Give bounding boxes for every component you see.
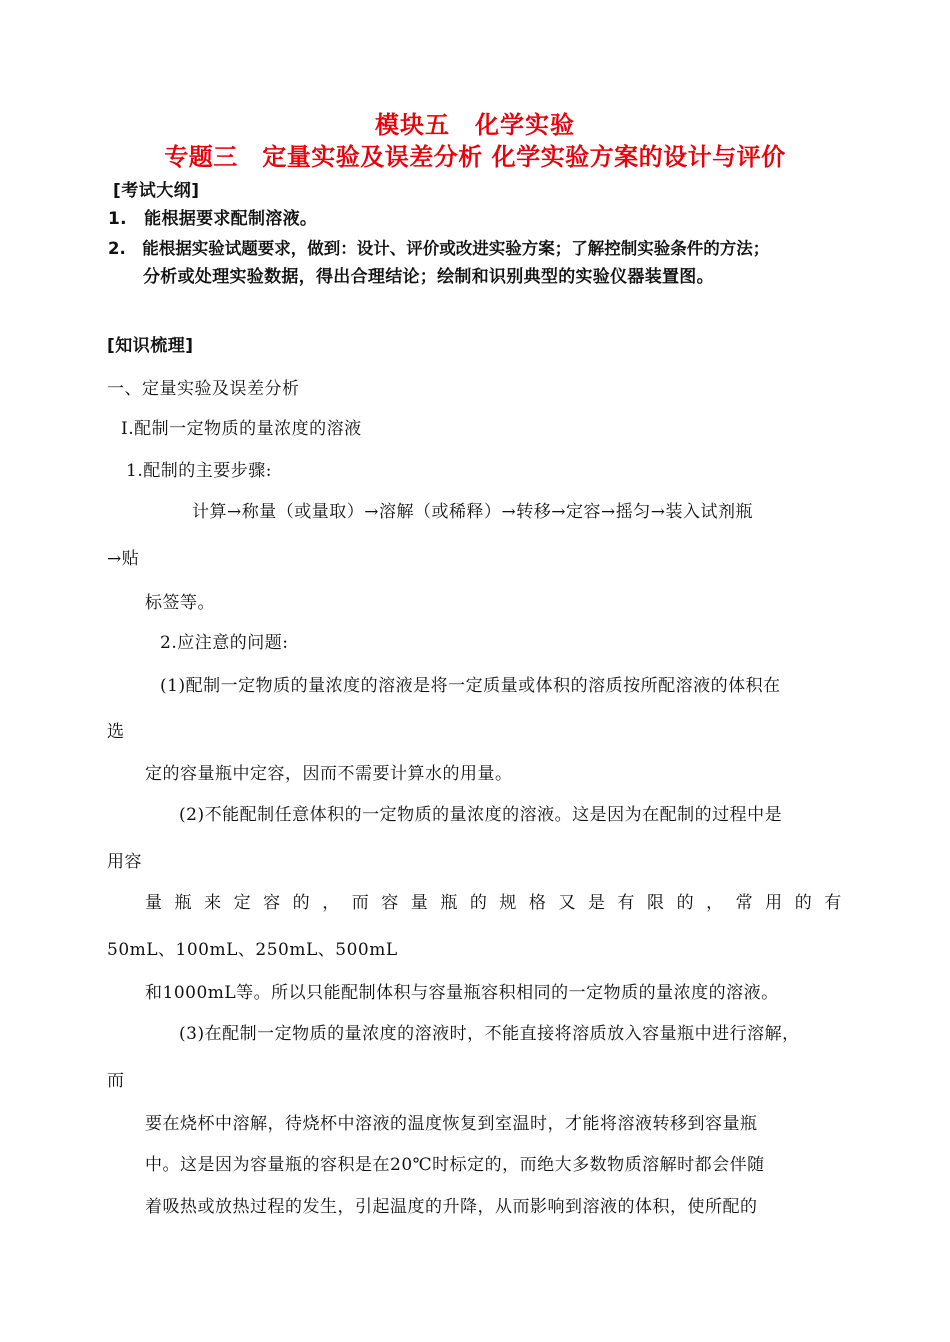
paragraph-1-line-3: 定的容量瓶中定容，因而不需要计算水的用量。 [145, 764, 513, 784]
steps-line-1: 计算→称量（或量取）→溶解（或稀释）→转移→定容→摇匀→装入试剂瓶 [192, 502, 753, 522]
paragraph-2-line-5: 和1000mL等。所以只能配制体积与容量瓶容积相同的一定物质的量浓度的溶液。 [145, 983, 779, 1003]
module-title: 模块五 化学实验 [375, 111, 575, 139]
part-heading-1: Ⅰ.配制一定物质的量浓度的溶液 [121, 419, 362, 439]
step-2-title: 2.应注意的问题: [160, 633, 289, 653]
steps-line-2: →贴 [107, 549, 140, 569]
spaced-char: 瓶 [440, 893, 458, 913]
exam-outline-item-1: 1. 能根据要求配制溶液。 [108, 209, 318, 229]
paragraph-3-line-4: 中。这是因为容量瓶的容积是在20℃时标定的，而绝大多数物质溶解时都会伴随 [145, 1155, 765, 1175]
spaced-char: 容 [263, 893, 281, 913]
paragraph-3-line-3: 要在烧杯中溶解，待烧杯中溶液的温度恢复到室温时，才能将溶液转移到容量瓶 [145, 1114, 758, 1134]
spaced-char: 的 [292, 893, 311, 913]
paragraph-1-line-1: (1)配制一定物质的量浓度的溶液是将一定质量或体积的溶质按所配溶液的体积在 [160, 676, 781, 696]
spaced-char: 限 [647, 893, 665, 913]
paragraph-2-line-4: 50mL、100mL、250mL、500mL [107, 940, 398, 960]
paragraph-2-line-1: (2)不能配制任意体积的一定物质的量浓度的溶液。这是因为在配制的过程中是 [179, 805, 783, 825]
spaced-char: 的 [469, 893, 488, 913]
paragraph-3-line-1: (3)在配制一定物质的量浓度的溶液时，不能直接将溶质放入容量瓶中进行溶解， [179, 1024, 800, 1044]
paragraph-2-line-3 [145, 892, 842, 914]
exam-outline-heading: [考试大纲] [113, 181, 200, 201]
spaced-char: 而 [351, 893, 370, 913]
step-1-title: 1.配制的主要步骤: [126, 461, 272, 481]
paragraph-3-line-5: 着吸热或放热过程的发生，引起温度的升降，从而影响到溶液的体积，使所配的 [145, 1197, 758, 1217]
spaced-char: 量 [145, 893, 163, 913]
spaced-char: ， [706, 893, 724, 913]
spaced-char: 规 [499, 893, 517, 913]
spaced-char: 的 [794, 893, 813, 913]
spaced-char: 是 [587, 893, 606, 913]
spaced-char: 用 [765, 893, 783, 913]
spaced-char: 瓶 [174, 893, 193, 913]
spaced-char: 来 [204, 893, 222, 913]
paragraph-2-line-2: 用容 [107, 852, 142, 872]
spaced-char: 的 [676, 893, 695, 913]
spaced-char: 有 [824, 893, 842, 913]
paragraph-3-line-2: 而 [107, 1071, 125, 1091]
spaced-char: 又 [558, 893, 576, 913]
exam-outline-item-2-line-2: 分析或处理实验数据，得出合理结论；绘制和识别典型的实验仪器装置图。 [143, 267, 714, 287]
spaced-char: ， [322, 893, 340, 913]
section-heading-1: 一、定量实验及误差分析 [107, 379, 300, 399]
spaced-char: 有 [617, 893, 635, 913]
spaced-char: 定 [233, 893, 252, 913]
exam-outline-item-2-line-1: 2. 能根据实验试题要求，做到：设计、评价或改进实验方案；了解控制实验条件的方法； [108, 239, 770, 258]
spaced-char: 常 [735, 893, 754, 913]
spaced-char: 格 [528, 893, 547, 913]
steps-line-3: 标签等。 [145, 593, 215, 613]
knowledge-heading: [知识梳理] [107, 336, 194, 356]
spaced-char: 容 [381, 893, 399, 913]
topic-title: 专题三 定量实验及误差分析 化学实验方案的设计与评价 [164, 143, 786, 171]
spaced-char: 量 [410, 893, 429, 913]
paragraph-1-line-2: 选 [107, 722, 125, 742]
